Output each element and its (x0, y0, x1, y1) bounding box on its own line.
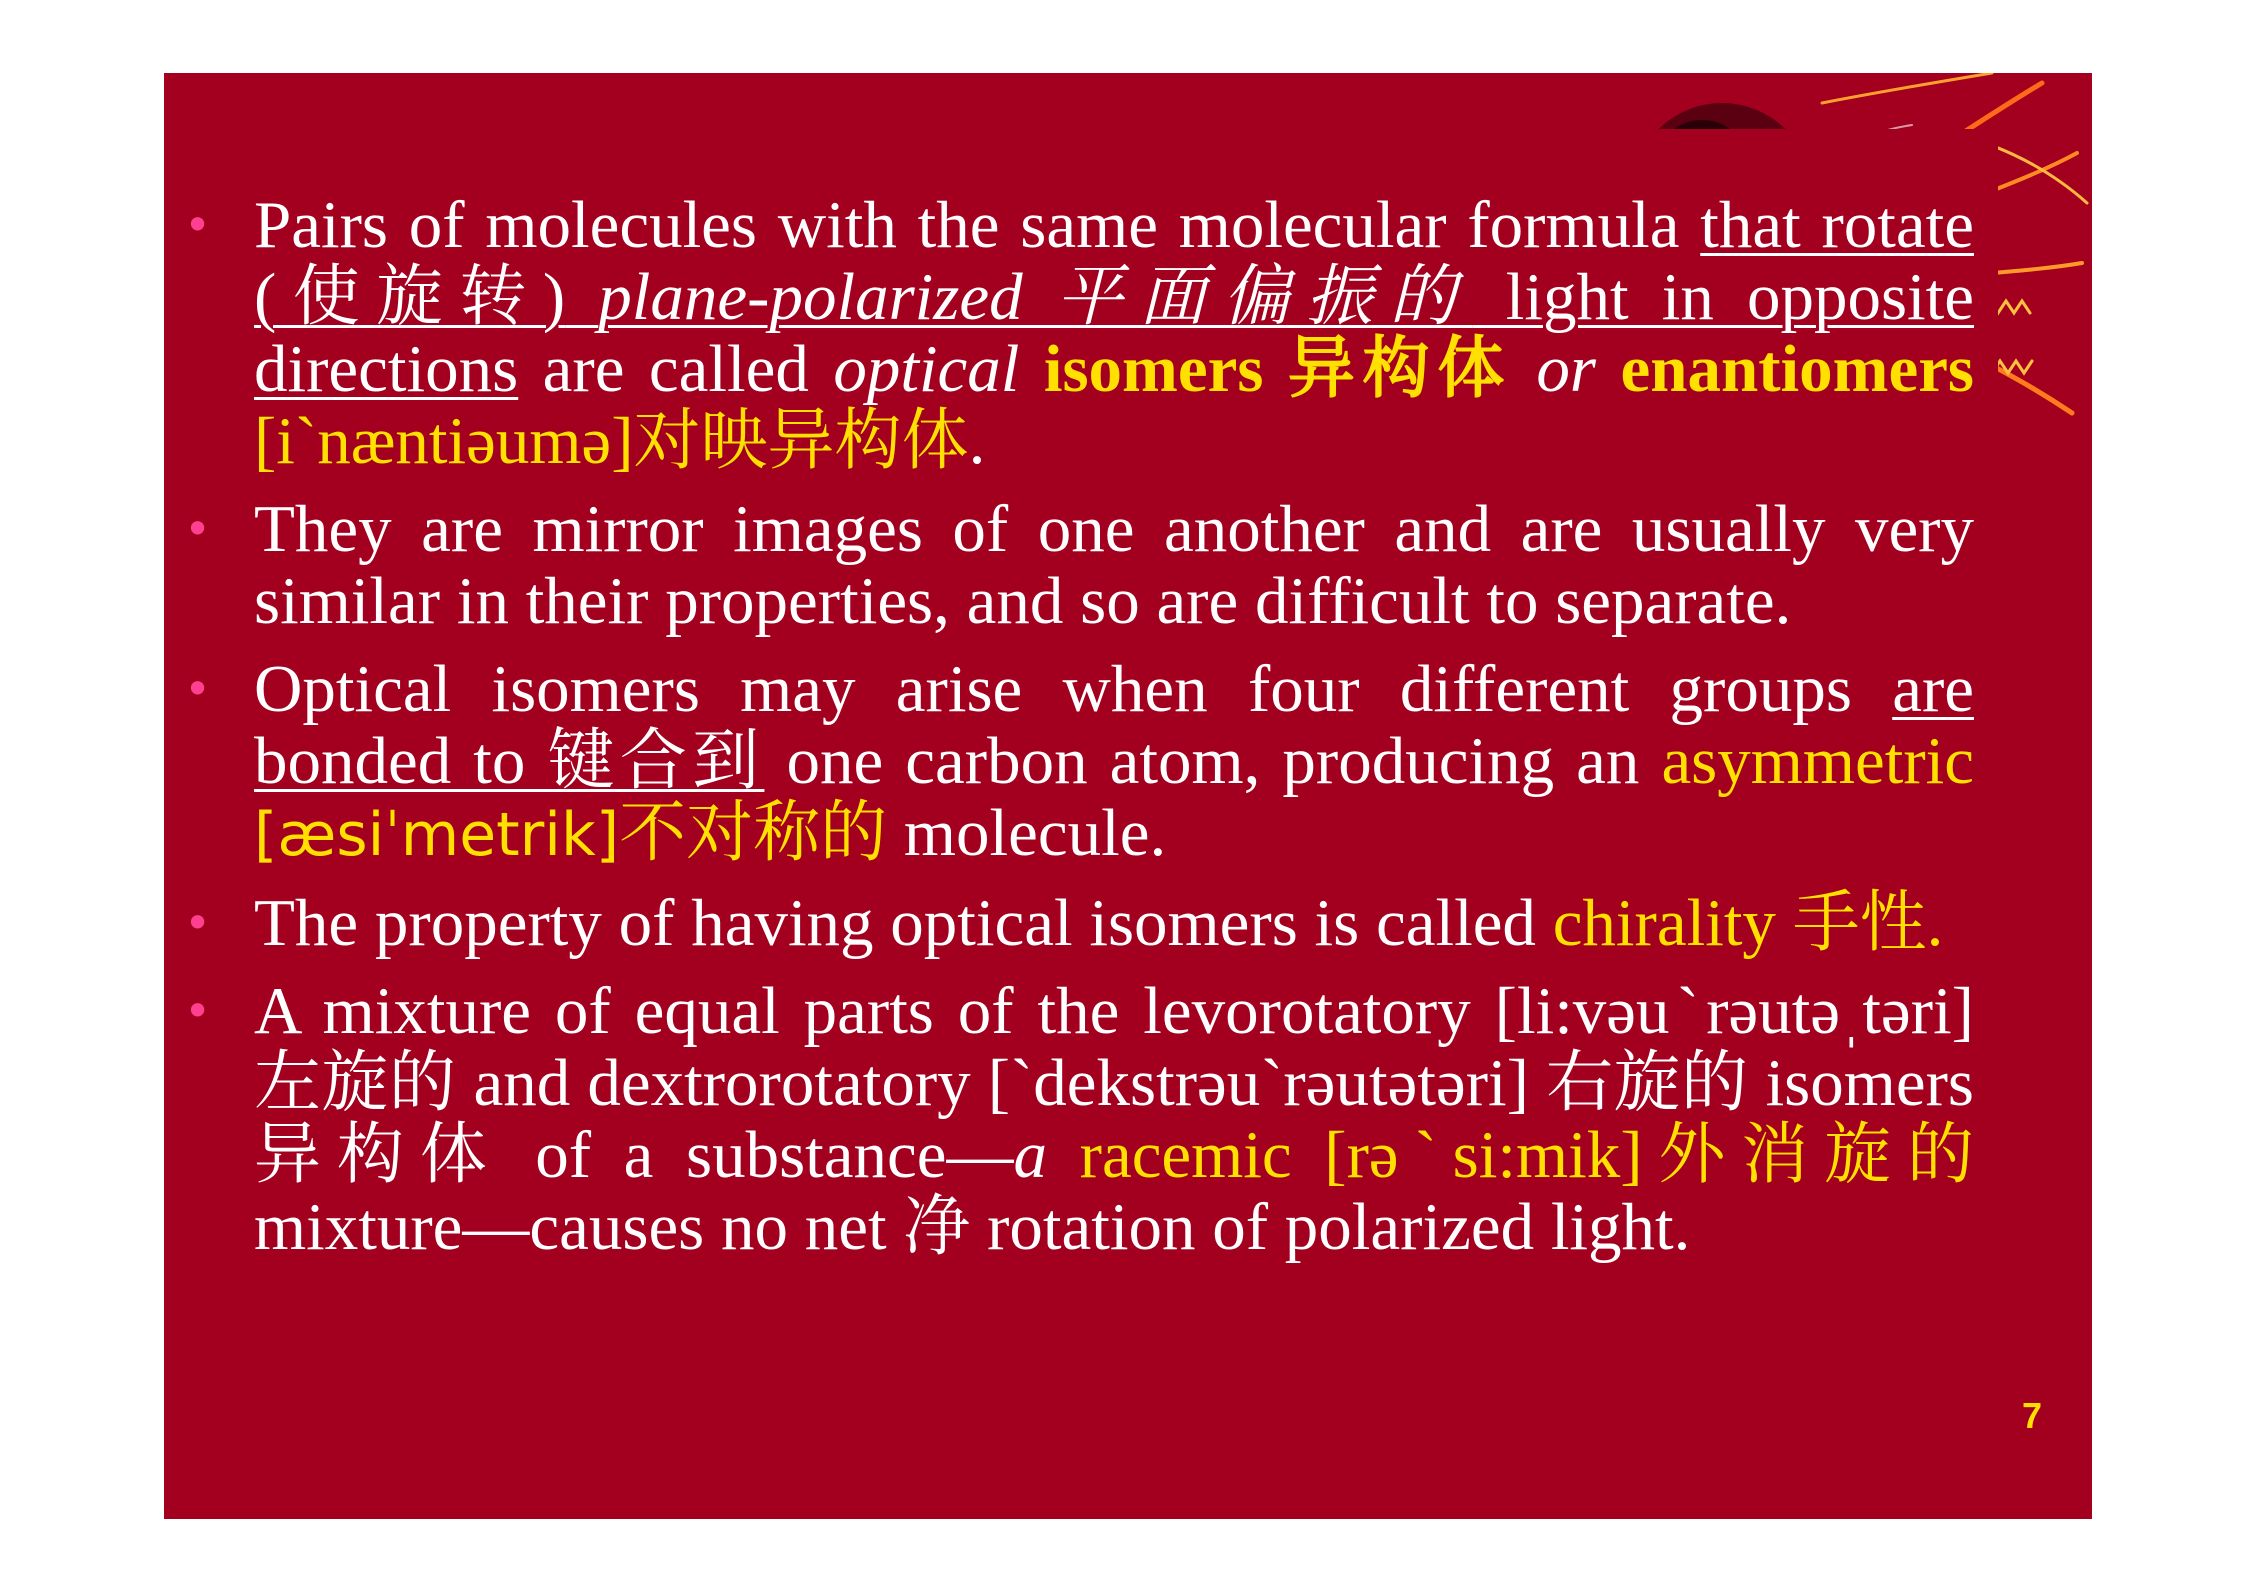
slide (164, 73, 2092, 1519)
bullet-item-asymmetric: • Optical isomers may arise when four different groups are bonded to 键合到 one carbon atom, producing an asymmetric [æsiˈmetrik]不对称的 molecule. (184, 652, 1974, 870)
highlight-term-isomers: isomers 异构体 (1043, 332, 1512, 406)
underlined-text: light in opposite directions (254, 260, 1975, 406)
highlight-term-enantiomers: enantiomers (1620, 332, 1975, 406)
highlight-term-asymmetric: asymmetric (1661, 724, 1974, 798)
highlight-term-chirality: chirality 手性. (1552, 886, 1944, 960)
bullet-list (184, 188, 1975, 1279)
highlight-pronunciation: [iˋnæntiəumə]对映异构体 (254, 404, 969, 478)
highlight-pronunciation: [æsiˈmetrik] (254, 800, 620, 870)
bullet-dot-icon: • (184, 502, 212, 556)
page-number: 7 (2021, 1395, 2042, 1436)
underlined-text: that rotate (使旋转) (254, 188, 1974, 334)
bullet-item-enantiomers: • Pairs of molecules with the same molecular formula that rotate (使旋转) plane-polarized 平面偏振的 light in opposite directions are called optical isomers 异构体 or enantiomers [iˋnæntiəumə]对映异构体. (184, 188, 1975, 478)
content-panel (164, 129, 1998, 1519)
highlight-translation: 不对称的 (619, 796, 888, 870)
bullet-item-racemic: • A mixture of equal parts of the levorotatory [li:vəuˋrəutəˌtəri] 左旋的 and dextrorotatory [ˋdekstrəuˋrəutətəri] 右旋的 isomers 异构体 of a substance—a racemic [rəˋsi:mik]外消旋的 mixture—causes no net 净 rotation of polarized light. (184, 974, 1975, 1264)
underlined-text: are bonded to 键合到 (254, 652, 1974, 798)
bullet-dot-icon: • (184, 198, 212, 252)
bullet-item-mirror-images: • They are mirror images of one another and are usually very similar in their properties, and so are difficult to separate. (184, 492, 1974, 638)
bullet-item-chirality: • The property of having optical isomers is called chirality 手性. (184, 886, 1944, 960)
bullet-dot-icon: • (184, 896, 212, 950)
underlined-italic-term: plane-polarized 平面偏振的 (598, 260, 1473, 334)
bullet-dot-icon: • (184, 662, 212, 716)
bullet-dot-icon: • (184, 984, 212, 1038)
highlight-term-racemic: racemic [rəˋsi:mik]外消旋的 (1079, 1118, 1975, 1192)
italic-term: optical (833, 332, 1020, 406)
